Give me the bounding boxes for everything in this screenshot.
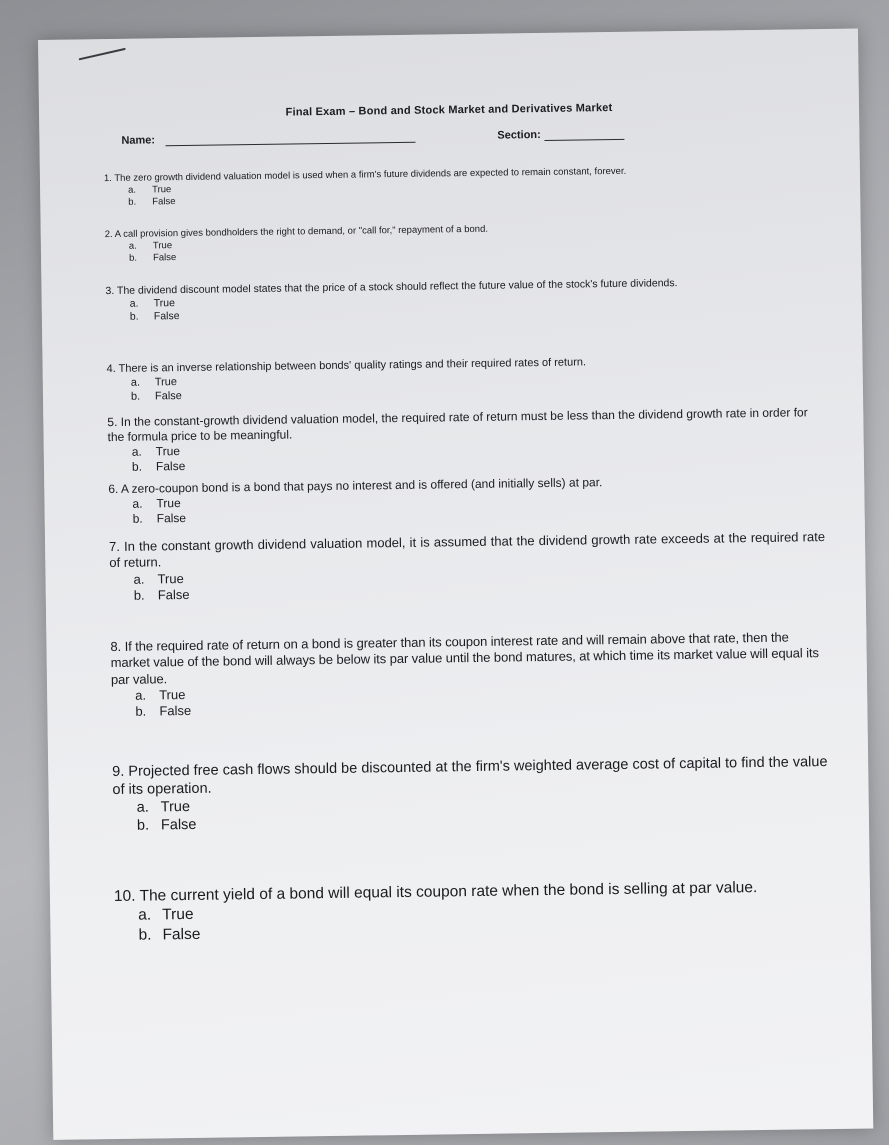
option-b[interactable]: b. False bbox=[132, 510, 187, 526]
question-text: 4. There is an inverse relationship between bonds' quality ratings and their required rates of return. bbox=[106, 356, 587, 376]
question-9 bbox=[112, 753, 829, 835]
option-b[interactable]: b. False bbox=[135, 702, 192, 719]
question-4 bbox=[107, 353, 824, 404]
question-5 bbox=[107, 405, 824, 475]
question-2 bbox=[105, 219, 821, 265]
question-text: 5. In the constant-growth dividend valuation model, the required rate of return must be less than the dividend growth rate in order for the formula price to be meaningful. bbox=[107, 405, 808, 445]
option-a[interactable]: a. True bbox=[138, 906, 194, 925]
option-a[interactable]: a. True bbox=[136, 799, 191, 816]
question-10 bbox=[114, 877, 831, 945]
question-text: 2. A call provision gives bondholders the right to demand, or "call for," repayment of a bond. bbox=[104, 223, 489, 241]
option-a[interactable]: a. True bbox=[129, 297, 175, 310]
question-7 bbox=[109, 529, 826, 604]
pen-mark bbox=[79, 48, 126, 61]
exam-paper bbox=[38, 29, 873, 1140]
option-a[interactable]: a. True bbox=[132, 496, 181, 511]
option-b[interactable]: b. False bbox=[130, 389, 182, 403]
question-8 bbox=[110, 629, 827, 720]
name-label: Name: bbox=[121, 134, 156, 147]
option-b[interactable]: b. False bbox=[128, 195, 176, 208]
question-text: 9. Projected free cash flows should be discounted at the firm's weighted average cost of capital to find the value of its operation. bbox=[112, 754, 828, 799]
question-6 bbox=[108, 472, 825, 527]
exam-title: Final Exam – Bond and Stock Market and Derivatives Market bbox=[285, 101, 613, 119]
question-text: 6. A zero-coupon bond is a bond that pays no interest and is offered (and initially sells) at par. bbox=[108, 475, 603, 497]
name-blank-line[interactable] bbox=[165, 142, 415, 146]
option-a[interactable]: a. True bbox=[133, 570, 184, 587]
option-b[interactable]: b. False bbox=[131, 458, 186, 474]
name-field bbox=[121, 131, 415, 147]
question-1 bbox=[104, 163, 820, 209]
section-blank-line[interactable] bbox=[545, 139, 625, 141]
option-a[interactable]: a. True bbox=[135, 686, 186, 703]
option-b[interactable]: b. False bbox=[138, 925, 201, 944]
section-field bbox=[497, 128, 625, 142]
question-text: 3. The dividend discount model states that the price of a stock should reflect the future value of the stock's future dividends. bbox=[105, 277, 678, 298]
option-a[interactable]: a. True bbox=[128, 240, 173, 252]
option-a[interactable]: a. True bbox=[128, 184, 172, 196]
question-text: 7. In the constant growth dividend valuation model, it is assumed that the dividend growth rate exceeds at the required rate of return. bbox=[108, 529, 826, 571]
section-label: Section: bbox=[497, 128, 541, 142]
option-a[interactable]: a. True bbox=[131, 444, 181, 459]
option-b[interactable]: b. False bbox=[133, 586, 190, 603]
option-b[interactable]: b. False bbox=[129, 310, 180, 323]
question-text: 8. If the required rate of return on a bond is greater than its coupon interest rate and will remain above that rate, then the market value of the bond will always be below its par value until the bond matures, at which time its market value will equal its par value. bbox=[110, 629, 819, 687]
option-b[interactable]: b. False bbox=[128, 251, 177, 264]
option-b[interactable]: b. False bbox=[136, 817, 197, 835]
question-3 bbox=[105, 275, 821, 324]
question-text: 1. The zero growth dividend valuation model is used when a firm's future dividends are expected to remain constant, forever. bbox=[103, 165, 627, 185]
option-a[interactable]: a. True bbox=[130, 375, 178, 389]
question-text: 10. The current yield of a bond will equal its coupon rate when the bond is selling at par value. bbox=[113, 879, 758, 906]
